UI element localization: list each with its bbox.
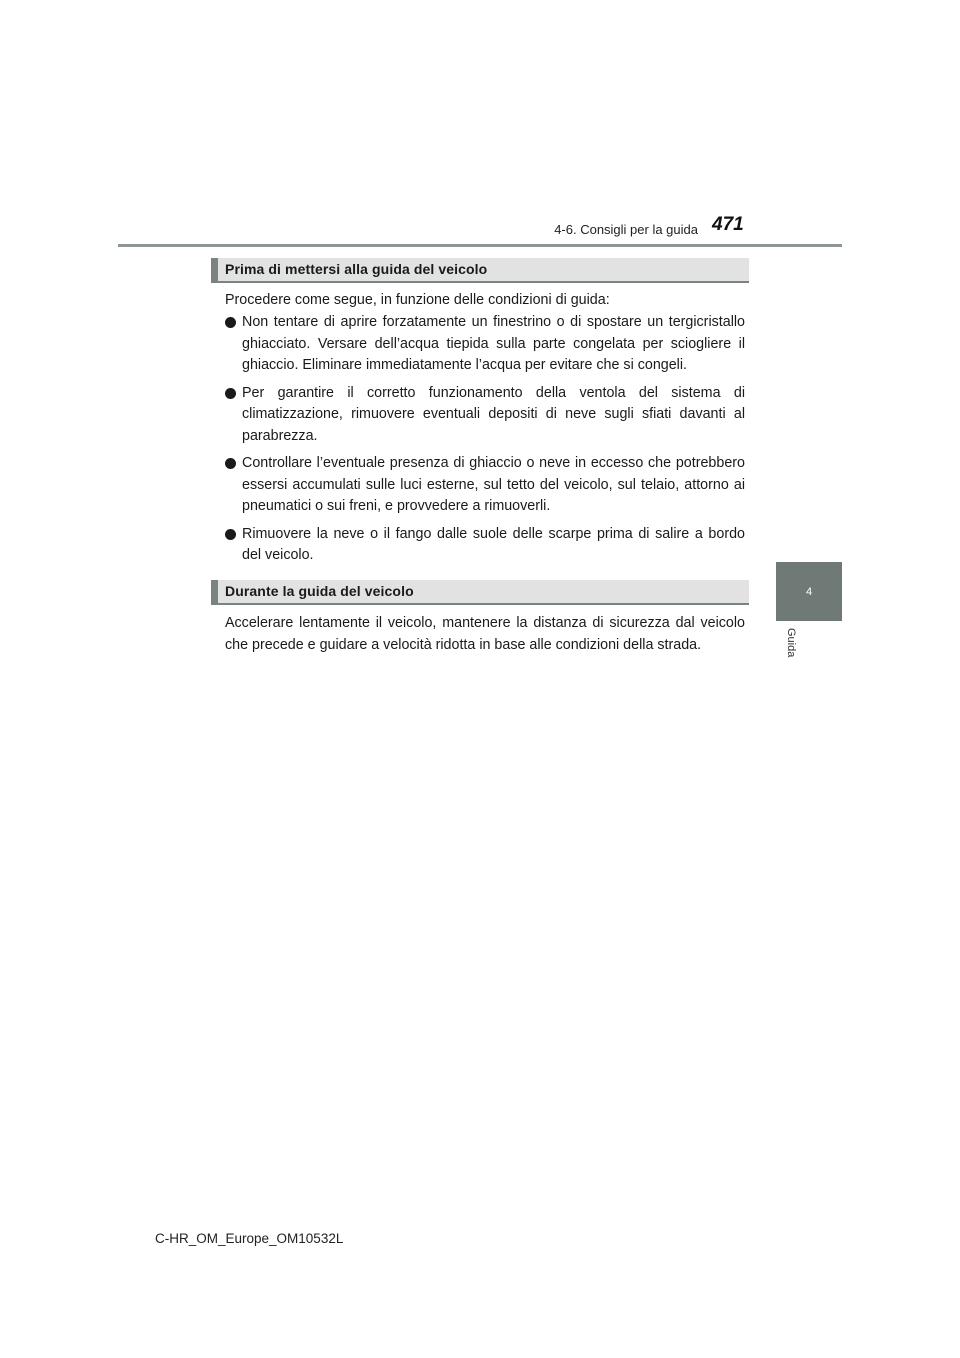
chapter-number: 4 bbox=[805, 585, 813, 598]
bullet-text: Per garantire il corretto funzionamento della ventola del sistema di climatizzazione, rimuovere eventuali depositi di neve sugli sfiati davanti al parabrezza. bbox=[242, 384, 745, 444]
list-item bbox=[225, 312, 745, 377]
footer-doc-code: C-HR_OM_Europe_OM10532L bbox=[155, 1231, 344, 1246]
header-divider bbox=[118, 244, 842, 247]
section-heading-while-driving: Durante la guida del veicolo bbox=[211, 580, 749, 605]
bullet-icon bbox=[225, 317, 236, 328]
section-heading-before-driving: Prima di mettersi alla guida del veicolo bbox=[211, 258, 749, 283]
bullet-icon bbox=[225, 529, 236, 540]
list-item bbox=[225, 453, 745, 518]
section-intro: Procedere come segue, in funzione delle condizioni di guida: bbox=[225, 292, 610, 308]
page-number: 471 bbox=[712, 214, 744, 235]
chapter-label bbox=[776, 628, 806, 678]
bullet-icon bbox=[225, 458, 236, 469]
bullet-text: Non tentare di aprire forzatamente un finestrino o di spostare un tergicristallo ghiacciato. Versare dell’acqua tiepida sulla parte congelata per sciogliere il ghiaccio. Eliminare immediatamente l’acqua per evitare che si congeli. bbox=[242, 314, 745, 373]
section-body: Accelerare lentamente il veicolo, mantenere la distanza di sicurezza dal veicolo che precede e guidare a velocità ridotta in base alle condizioni della strada. bbox=[225, 615, 745, 653]
list-item bbox=[225, 524, 745, 567]
chapter-tab bbox=[776, 562, 842, 621]
list-item bbox=[225, 383, 745, 448]
bullet-text: Rimuovere la neve o il fango dalle suole delle scarpe prima di salire a bordo del veicolo. bbox=[242, 525, 745, 563]
chapter-label-text: Guida bbox=[785, 628, 797, 658]
header-section-title: 4-6. Consigli per la guida bbox=[554, 222, 698, 237]
bullet-icon bbox=[225, 388, 236, 399]
bullet-text: Controllare l’eventuale presenza di ghiaccio o neve in eccesso che potrebbero essersi accumulati sulle luci esterne, sul tetto del veicolo, sul telaio, attorno ai pneumatici o sui freni, e provvedere a rimuoverli. bbox=[242, 455, 745, 514]
bullet-list bbox=[225, 312, 745, 573]
